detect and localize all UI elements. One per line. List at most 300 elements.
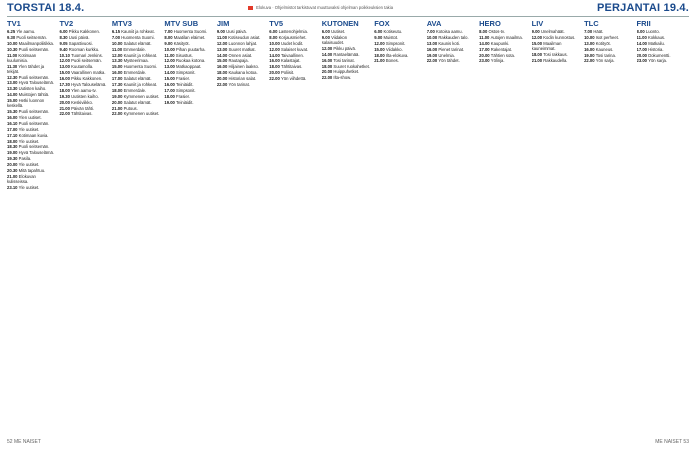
- program-time: 18.00: [59, 87, 72, 93]
- program-item: [584, 47, 632, 52]
- program-item: [7, 162, 55, 167]
- program-title: Dokumentti.: [648, 52, 671, 58]
- program-title: Uutisten kaiho.: [71, 93, 99, 99]
- program-title: Tähtitaivas.: [71, 111, 93, 117]
- program-item: [59, 58, 107, 63]
- program-item: [7, 139, 55, 144]
- program-title: Puoli seitsemän.: [18, 120, 50, 126]
- program-time: 12.00: [531, 34, 544, 40]
- program-item: [427, 47, 475, 52]
- program-title: Yön sarja.: [595, 58, 615, 64]
- program-time: 10.00: [584, 34, 596, 40]
- channel-column: [427, 19, 475, 435]
- program-title: Ostos-tv.: [488, 29, 505, 34]
- program-item: [164, 82, 212, 87]
- program-item: [584, 58, 632, 63]
- program-title: Pikku päivä.: [333, 45, 356, 51]
- program-time: 9.05: [59, 40, 69, 46]
- program-item: [427, 41, 475, 46]
- program-title: Puoli seitsemän.: [18, 74, 50, 80]
- channel-name: TV5: [269, 19, 284, 28]
- program-time: 16.00: [164, 82, 177, 88]
- program-time: 16.00: [59, 76, 72, 82]
- program-time: 21.00: [374, 58, 386, 64]
- program-title: Ilta-elokuva.: [385, 52, 409, 58]
- program-time: 9.00: [321, 34, 332, 40]
- program-item: [322, 29, 370, 34]
- program-time: 15.00: [7, 98, 19, 104]
- program-title: Salatut elämät.: [123, 40, 152, 46]
- program-item: [59, 76, 107, 81]
- program-time: 17.00: [111, 76, 124, 82]
- program-item: [7, 185, 55, 190]
- program-time: 10.00: [269, 40, 281, 46]
- program-title: Muistojen tähtiä.: [18, 92, 50, 98]
- program-title: Viidakko.: [385, 46, 403, 52]
- program-time: 14.00: [479, 40, 491, 46]
- program-time: 17.30: [59, 82, 72, 88]
- program-time: 12.30: [7, 74, 19, 80]
- program-item: [112, 58, 160, 63]
- channel-name: TLC: [584, 19, 599, 28]
- program-item: [217, 70, 265, 75]
- program-title: Ilta-show.: [333, 75, 352, 81]
- program-title: Simpsonit.: [176, 70, 196, 76]
- program-time: 17.00: [164, 87, 177, 93]
- program-title: Emmerdale.: [123, 46, 146, 52]
- program-time: 9.30: [7, 34, 17, 40]
- program-time: 12.00: [216, 40, 229, 46]
- program-time: 17.30: [111, 82, 124, 88]
- program-time: 20.30: [7, 167, 19, 173]
- program-time: 15.00: [374, 46, 386, 52]
- program-time: 15.00: [59, 70, 72, 76]
- channel-name: TV2: [59, 19, 74, 28]
- program-item: [532, 35, 580, 40]
- program-title: Tähtitaivas.: [280, 64, 303, 70]
- program-title: Kymmenen uutiset.: [123, 111, 160, 117]
- program-time: 6.00: [269, 29, 279, 34]
- program-time: 12.00: [374, 40, 386, 46]
- program-time: 8.00: [479, 29, 489, 34]
- program-item: [479, 41, 527, 46]
- program-title: Pasila.: [18, 156, 32, 162]
- program-title: Salatut elämät.: [123, 76, 152, 82]
- program-title: Salatut elämät.: [123, 99, 152, 105]
- right-page-number: ME NAISET 53: [655, 439, 689, 445]
- program-time: 18.00: [374, 52, 386, 58]
- program-title: Kaunis koti.: [438, 40, 460, 46]
- program-title: Lastenohjelmia.: [278, 29, 308, 34]
- program-title: Yön sarja.: [648, 58, 668, 64]
- program-time: 18.30: [7, 144, 19, 150]
- program-time: 15.00: [111, 64, 124, 70]
- program-item: [7, 53, 55, 63]
- program-item: [59, 106, 107, 111]
- program-title: Muistot.: [383, 34, 399, 40]
- left-page-number: 52 ME NAISET: [7, 439, 41, 445]
- program-title: Hiljainen laakso.: [228, 64, 259, 70]
- program-item: [7, 80, 55, 85]
- program-item: [374, 58, 422, 63]
- legend: [248, 5, 393, 10]
- program-item: [479, 53, 527, 58]
- program-title: Maatilan eläimet.: [173, 34, 206, 40]
- program-item: [7, 98, 55, 108]
- program-time: 7.00: [584, 29, 594, 34]
- program-item: [59, 29, 107, 34]
- program-time: 20.00: [636, 52, 649, 58]
- program-title: Tosi rakkaus.: [543, 51, 568, 57]
- program-title: Puoli seitsemän.: [71, 58, 102, 64]
- program-item: [59, 88, 107, 93]
- program-time: 18.00: [269, 64, 281, 70]
- program-item: [637, 29, 685, 34]
- program-time: 13.30: [7, 86, 19, 92]
- program-time: 19.00: [584, 52, 596, 58]
- program-item: [374, 47, 422, 52]
- program-title: Kotimaan kuulumisia.: [7, 52, 37, 63]
- program-time: 8.30: [59, 34, 69, 40]
- program-time: 20.00: [7, 162, 19, 168]
- left-day-title: TORSTAI 18.4.: [7, 2, 85, 14]
- program-item: [7, 92, 55, 97]
- program-item: [7, 156, 55, 161]
- program-time: 17.00: [7, 126, 19, 132]
- channel-column: [164, 19, 212, 435]
- program-title: Historia.: [648, 46, 664, 52]
- program-title: Ylen aamu-tv.: [71, 87, 97, 93]
- program-item: [374, 41, 422, 46]
- program-item: [112, 111, 160, 116]
- program-item: [322, 52, 370, 57]
- program-item: [637, 58, 685, 63]
- program-title: Sisustus.: [175, 52, 193, 58]
- program-time: 11.00: [216, 34, 229, 40]
- program-time: 11.00: [7, 52, 19, 58]
- channel-column: [637, 19, 685, 435]
- program-title: Rautapaja.: [228, 58, 249, 64]
- channel-name: AVA: [426, 19, 442, 28]
- program-title: Viidakon salaisuudet.: [321, 34, 348, 45]
- program-time: 9.00: [164, 40, 174, 46]
- program-time: 19.00: [7, 150, 19, 156]
- program-title: Uudet kodit.: [280, 40, 304, 46]
- program-item: [532, 41, 580, 51]
- program-title: Kaupunki.: [490, 40, 510, 46]
- program-item: [584, 41, 632, 46]
- program-item: [59, 35, 107, 40]
- program-title: Kotityöt.: [595, 40, 611, 46]
- program-item: [479, 29, 527, 34]
- program-item: [164, 29, 212, 34]
- program-time: 15.00: [531, 40, 544, 46]
- program-item: [7, 144, 55, 149]
- program-item: [374, 53, 422, 58]
- program-title: Rakkaudella.: [543, 57, 568, 63]
- channel-name: KUTONEN: [321, 19, 359, 28]
- program-title: Puoli seitsemän.: [16, 34, 48, 40]
- program-item: [112, 106, 160, 111]
- program-item: [269, 64, 317, 69]
- program-item: [164, 58, 212, 63]
- program-time: 22.00: [111, 111, 124, 117]
- program-title: Kauneus.: [595, 46, 614, 52]
- program-title: Käsityöt.: [173, 40, 190, 46]
- channel-column: [7, 19, 55, 435]
- program-time: 6.00: [374, 29, 384, 34]
- program-title: Emmerdale.: [123, 87, 147, 93]
- program-item: [637, 47, 685, 52]
- program-title: Tuomari Jenkins.: [71, 52, 103, 58]
- channel-column: [479, 19, 527, 435]
- program-title: Kauniit ja rohkeat.: [123, 52, 158, 58]
- program-title: Päivän tähti.: [71, 105, 95, 111]
- program-title: Yön tähdet.: [438, 58, 460, 64]
- program-time: 15.30: [7, 109, 19, 115]
- program-item: [7, 109, 55, 114]
- program-title: Kauniit ja rohkeat.: [123, 82, 158, 88]
- program-title: Kalastajat.: [280, 58, 301, 64]
- program-item: [59, 41, 107, 46]
- program-item: [164, 100, 212, 105]
- program-time: 22.00: [216, 82, 229, 88]
- right-day-title: PERJANTAI 19.4.: [596, 2, 689, 14]
- program-item: [7, 41, 55, 46]
- program-item: [269, 41, 317, 46]
- program-item: [112, 70, 160, 75]
- legend-text: Elokuva · Ohjelmistot tarkistuvat muuttuvaksi ohjelman poikkeuksien takia: [256, 5, 394, 10]
- program-title: Yölinja.: [490, 58, 505, 64]
- program-time: 6.00: [59, 29, 69, 34]
- program-title: Luonto.: [645, 29, 660, 34]
- program-time: 13.00: [426, 40, 439, 46]
- program-item: [7, 121, 55, 126]
- program-title: Kokkaus.: [647, 34, 666, 40]
- program-title: Poliisit.: [280, 70, 295, 76]
- page-footer: [0, 438, 696, 450]
- program-time: 19.30: [59, 93, 72, 99]
- channel-name: MTV3: [111, 19, 132, 28]
- program-title: Tähtien sota.: [490, 52, 516, 58]
- program-title: Kotimaan kuvia.: [18, 132, 49, 138]
- program-title: Yle uutiset.: [18, 138, 40, 144]
- program-item: [7, 35, 55, 40]
- program-title: Keskiviikko.: [71, 99, 93, 105]
- program-time: 21.00: [59, 105, 72, 111]
- program-title: Simpsonit.: [385, 40, 406, 46]
- program-title: Hyvä Talouselämä.: [18, 150, 54, 156]
- program-time: 12.00: [59, 58, 72, 64]
- tv-listings-grid: [7, 19, 689, 435]
- program-time: 6.00: [321, 29, 332, 34]
- program-item: [164, 88, 212, 93]
- channel-column: [532, 19, 580, 435]
- program-item: [427, 58, 475, 63]
- program-title: Historian salat.: [228, 76, 257, 82]
- program-item: [479, 58, 527, 63]
- program-time: 7.00: [111, 34, 122, 40]
- program-item: [112, 35, 160, 40]
- program-time: 15.00: [164, 76, 177, 82]
- program-title: Emmerdale.: [123, 70, 147, 76]
- program-time: 18.00: [111, 87, 124, 93]
- movie-legend-icon: [248, 6, 253, 10]
- program-time: 16.00: [321, 57, 334, 63]
- program-time: 19.00: [426, 52, 439, 58]
- program-item: [584, 35, 632, 40]
- program-item: [217, 35, 265, 40]
- program-item: [7, 115, 55, 120]
- program-item: [59, 111, 107, 116]
- program-time: 17.10: [7, 132, 19, 138]
- program-item: [269, 70, 317, 75]
- program-item: [164, 53, 212, 58]
- program-item: [164, 94, 212, 99]
- program-item: [322, 46, 370, 51]
- program-title: Rooman kurkku.: [68, 46, 100, 52]
- program-title: Frasier.: [176, 76, 190, 82]
- page-header: [0, 0, 696, 18]
- program-time: 22.00: [321, 75, 334, 81]
- program-time: 6.15: [111, 29, 122, 34]
- program-title: Pienet tarinat.: [438, 46, 465, 52]
- channel-name: HERO: [479, 19, 501, 28]
- channel-name: JIM: [216, 19, 230, 28]
- program-title: Tosi tarina.: [595, 52, 616, 58]
- program-item: [532, 29, 580, 34]
- program-time: 18.00: [321, 63, 334, 69]
- program-item: [164, 41, 212, 46]
- program-title: Puoli seitsemän.: [18, 109, 50, 115]
- program-title: Huomenta Suomi.: [173, 29, 208, 34]
- program-time: 14.00: [321, 51, 334, 57]
- program-time: 13.00: [7, 80, 19, 86]
- program-item: [59, 70, 107, 75]
- program-time: 11.30: [7, 63, 19, 69]
- program-time: 22.00: [426, 58, 439, 64]
- program-time: 14.00: [269, 52, 281, 58]
- program-time: 16.00: [269, 58, 281, 64]
- program-title: Hyvä Talouselämä.: [71, 82, 107, 88]
- program-title: Isot perheet.: [595, 34, 619, 40]
- program-time: 13.00: [216, 46, 229, 52]
- program-title: Pikku Kakkonen.: [71, 76, 103, 82]
- program-item: [322, 35, 370, 45]
- program-time: 16.00: [426, 46, 439, 52]
- program-title: Yön viihdettä.: [280, 76, 307, 82]
- program-title: Kaukana kotoa.: [228, 70, 258, 76]
- program-title: Uutiset.: [331, 29, 346, 34]
- program-time: 21.00: [531, 57, 544, 63]
- program-title: Simpsonit.: [176, 87, 196, 93]
- program-item: [637, 41, 685, 46]
- program-title: Yle uutiset.: [18, 126, 40, 132]
- program-title: Rakkauden talo.: [438, 34, 469, 40]
- program-time: 10.00: [7, 40, 19, 46]
- program-item: [269, 76, 317, 81]
- program-title: Mitä tapahtuu.: [18, 167, 46, 173]
- program-item: [112, 47, 160, 52]
- channel-name: MTV SUB: [164, 19, 199, 28]
- program-title: Teiniäidit.: [176, 82, 194, 88]
- program-time: 16.00: [111, 70, 124, 76]
- program-item: [637, 35, 685, 40]
- program-title: Maailmanpoliitikka.: [18, 40, 55, 46]
- program-time: 13.00: [164, 64, 177, 70]
- program-time: 14.00: [7, 92, 19, 98]
- program-item: [59, 64, 107, 69]
- program-time: 20.00: [111, 99, 124, 105]
- program-time: 19.00: [111, 93, 124, 99]
- channel-name: FOX: [374, 19, 390, 28]
- program-title: Vaarallinen matka.: [71, 70, 106, 76]
- program-item: [112, 100, 160, 105]
- program-time: 10.00: [426, 34, 439, 40]
- channel-name: FRII: [636, 19, 651, 28]
- program-item: [7, 168, 55, 173]
- program-title: Uusi päivä.: [68, 34, 90, 40]
- program-item: [217, 41, 265, 46]
- program-time: 12.00: [111, 52, 124, 58]
- program-time: 20.00: [269, 70, 281, 76]
- program-item: [7, 133, 55, 138]
- program-item: [164, 35, 212, 40]
- program-title: Ruokaa kotona.: [176, 58, 206, 64]
- program-time: 13.00: [584, 40, 596, 46]
- program-item: [322, 75, 370, 80]
- program-time: 11.00: [479, 34, 491, 40]
- program-item: [164, 47, 212, 52]
- program-time: 23.00: [479, 58, 491, 64]
- program-time: 22.00: [269, 76, 281, 82]
- program-item: [637, 53, 685, 58]
- program-title: Kotoisa aamu.: [436, 29, 463, 34]
- program-item: [164, 70, 212, 75]
- program-time: 8.00: [164, 34, 174, 40]
- program-time: 11.00: [636, 34, 648, 40]
- program-item: [112, 64, 160, 69]
- program-title: Autojen maailma.: [490, 34, 523, 40]
- program-time: 12.00: [321, 45, 334, 51]
- program-title: Huomenta Suomi.: [123, 64, 158, 70]
- program-item: [7, 64, 55, 74]
- program-time: 10.10: [59, 52, 72, 58]
- program-time: 12.00: [269, 46, 281, 52]
- program-title: Yön tarinat.: [228, 82, 250, 88]
- header-divider: [7, 16, 689, 17]
- program-item: [112, 88, 160, 93]
- program-title: Korjausmiehet.: [278, 34, 307, 40]
- program-time: 20.00: [479, 52, 491, 58]
- program-title: Pihan puutarha.: [176, 46, 206, 52]
- program-title: Frasier.: [176, 93, 190, 99]
- program-time: 17.00: [636, 46, 649, 52]
- program-item: [217, 58, 265, 63]
- program-time: 20.00: [59, 99, 72, 105]
- program-item: [59, 100, 107, 105]
- program-title: Unelmahäät.: [540, 29, 565, 34]
- program-title: Kymmenen uutiset.: [123, 93, 160, 99]
- program-item: [532, 52, 580, 57]
- program-time: 8.00: [269, 34, 279, 40]
- program-item: [112, 76, 160, 81]
- program-item: [7, 127, 55, 132]
- program-item: [217, 53, 265, 58]
- program-time: 10.30: [7, 46, 19, 52]
- program-title: Huomenta Suomi.: [121, 34, 155, 40]
- program-time: 18.00: [164, 93, 177, 99]
